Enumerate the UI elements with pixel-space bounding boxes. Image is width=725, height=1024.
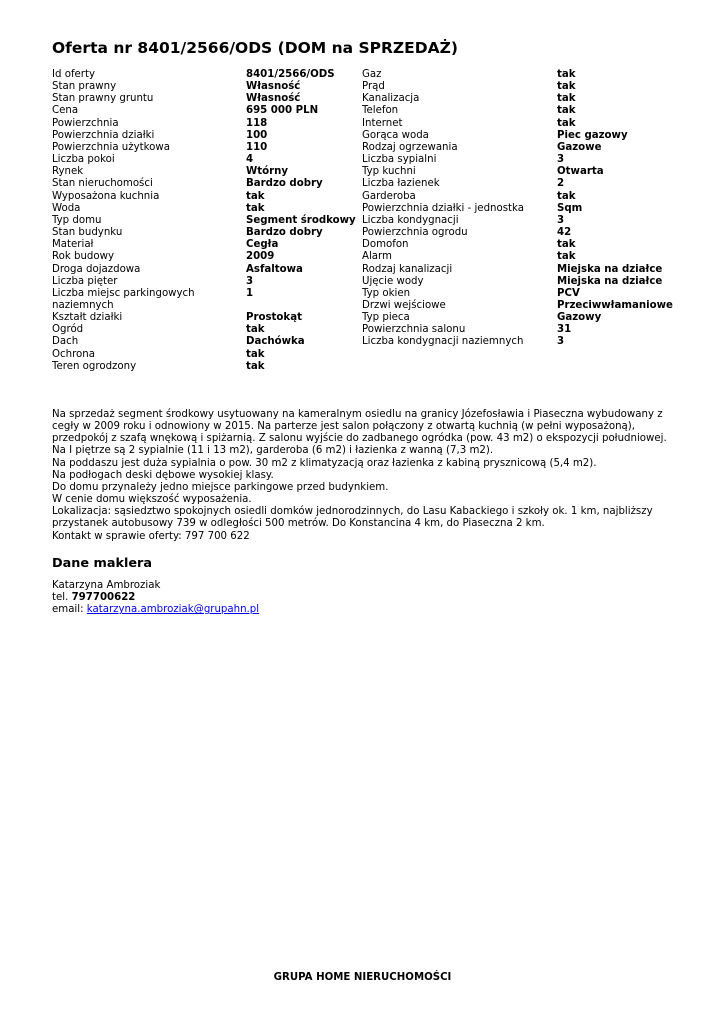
detail-row [362,69,692,81]
agent-phone-label: tel. [52,592,69,604]
detail-label: Rok budowy [52,251,114,263]
details-table-left [52,69,362,373]
detail-label: Cena [52,105,79,117]
detail-value: 42 [557,227,572,239]
detail-row [362,264,692,276]
detail-row [52,276,362,288]
detail-value: 3 [557,214,565,226]
detail-row [362,191,692,203]
agent-contact [52,580,259,616]
detail-label: Liczba pokoi [52,154,115,166]
detail-row [362,324,692,336]
agent-email-label: email: [52,604,84,616]
detail-label: Droga dojazdowa [52,263,141,275]
detail-value: 2 [557,178,565,190]
detail-label: Typ okien [362,287,411,299]
detail-row [362,142,692,154]
detail-value: Piec gazowy [557,129,628,141]
detail-label: Liczba sypialni [362,154,437,166]
detail-row [362,105,692,117]
detail-label: Garderoba [362,190,416,202]
detail-value: Własność [246,81,301,93]
detail-value: 110 [246,141,268,153]
agent-email-line [52,604,259,616]
detail-label: Teren ogrodzony [52,360,137,372]
detail-row [52,349,362,361]
detail-value: tak [557,105,576,117]
detail-value: Otwarta [557,166,604,178]
detail-label: Prąd [362,81,385,93]
detail-row [52,191,362,203]
detail-row [362,178,692,190]
detail-label: Stan prawny gruntu [52,93,154,105]
detail-label: Domofon [362,239,409,251]
detail-row [52,203,362,215]
description-paragraph: Na podłogach deski dębowe wysokiej klasy. [52,469,274,481]
detail-value: Miejska na działce [557,275,663,287]
detail-value: 1 [246,287,254,299]
detail-row [52,288,362,312]
detail-label: Telefon [362,105,399,117]
agent-email-link[interactable]: katarzyna.ambroziak@grupahn.pl [86,604,260,616]
detail-value: tak [246,190,265,202]
detail-label: Alarm [362,251,392,263]
detail-label: Powierzchnia [52,117,119,129]
detail-value: Bardzo dobry [246,227,323,239]
detail-value: tak [246,348,265,360]
detail-label: Liczba pięter [52,275,118,287]
detail-label: Powierzchnia działki [52,129,155,141]
detail-value: 695 000 PLN [246,105,319,117]
detail-value: Własność [246,93,301,105]
agent-section-heading: Dane maklera [52,556,152,571]
detail-row [362,166,692,178]
detail-row [52,166,362,178]
detail-label: Woda [52,202,81,214]
detail-value: Sqm [557,202,583,214]
description-paragraph: Na poddaszu jest duża sypialnia o pow. 30 m2 z klimatyzacją oraz łazienka z kabiną prysznicową (5,4 m2). [52,457,597,469]
detail-label: Liczba łazienek [362,178,440,190]
detail-row [52,264,362,276]
detail-label: Drzwi wejściowe [362,299,446,311]
detail-label: Powierzchnia salonu [362,324,466,336]
detail-label: Rodzaj ogrzewania [362,141,458,153]
detail-row [52,69,362,81]
detail-row [362,239,692,251]
detail-row [362,118,692,130]
detail-value: tak [557,239,576,251]
detail-value: Cegła [246,239,279,251]
detail-value: 8401/2566/ODS [246,69,335,80]
detail-value: Wtórny [246,166,289,178]
detail-row [362,312,692,324]
detail-row [362,227,692,239]
detail-row [362,154,692,166]
detail-label: Powierzchnia użytkowa [52,141,170,153]
detail-label: Powierzchnia działki - jednostka [362,202,524,214]
detail-value: Bardzo dobry [246,178,323,190]
detail-label: Id oferty [52,69,96,80]
detail-value: Gazowy [557,312,602,324]
detail-value: tak [557,81,576,93]
detail-row [52,118,362,130]
detail-value: 2009 [246,251,275,263]
detail-label: Typ kuchni [362,166,416,178]
detail-row [362,81,692,93]
detail-value: Dachówka [246,336,305,348]
description-paragraph: W cenie domu większość wyposażenia. [52,494,252,506]
description-paragraph: Kontakt w sprawie oferty: 797 700 622 [52,530,250,542]
footer-company-name: GRUPA HOME NIERUCHOMOŚCI [273,972,452,983]
detail-label: Gaz [362,69,382,80]
detail-value: Segment środkowy [246,214,356,226]
detail-value: tak [557,69,576,80]
detail-label: Rodzaj kanalizacji [362,263,453,275]
detail-label: Typ domu [52,214,102,226]
detail-value: 3 [557,154,565,166]
detail-row [52,227,362,239]
description-paragraph: Na sprzedaż segment środkowy usytuowany na kameralnym osiedlu na granicy Józefosławia i Piaseczna wybudowany z cegły w 2009 roku i odnowiony w 2015. Na parterze jest salon połączony z otwartą kuchnią (w pełni wyposażoną), przedpokój z szafą wnękową i spiżarnią. Z salonu wyjście do zadbanego ogródka (pow. 43 m2) o ekspozycji południowej. Na I piętrze są 2 sypialnie (11 i 13 m2), garderoba (6 m2) i łazienka z wanną (7,3 m2). [52,409,667,457]
detail-value: tak [557,117,576,129]
detail-row [362,203,692,215]
detail-row [362,130,692,142]
detail-value: Gazowe [557,141,602,153]
detail-label: Stan prawny [52,81,117,93]
detail-row [52,239,362,251]
detail-value: 3 [246,275,254,287]
detail-label: Powierzchnia ogrodu [362,227,468,239]
detail-label: Ujęcie wody [362,275,424,287]
detail-row [362,288,692,300]
detail-row [52,81,362,93]
detail-label: Kształt działki [52,312,123,324]
detail-row [52,215,362,227]
detail-row [52,324,362,336]
detail-label: Stan budynku [52,227,123,239]
detail-value: Miejska na działce [557,263,663,275]
detail-label: Liczba kondygnacji naziemnych [362,336,524,348]
detail-value: PCV [557,287,580,299]
detail-value: tak [246,360,265,372]
detail-row [52,312,362,324]
detail-value: 31 [557,324,572,336]
detail-row [52,251,362,263]
detail-value: Prostokąt [246,312,302,324]
detail-value: 4 [246,154,254,166]
detail-label: Kanalizacja [362,93,420,105]
detail-row [362,300,692,312]
detail-label: Internet [362,117,403,129]
detail-label: Liczba kondygnacji [362,214,459,226]
offer-title: Oferta nr 8401/2566/ODS (DOM na SPRZEDAŻ) [52,39,458,57]
detail-label: Materiał [52,239,94,251]
agent-phone-line [52,592,259,604]
detail-value: tak [557,190,576,202]
agent-name: Katarzyna Ambroziak [52,580,161,591]
detail-label: Typ pieca [362,312,410,324]
offer-description [52,409,677,543]
detail-row [362,251,692,263]
detail-value: 3 [557,336,565,348]
detail-row [52,154,362,166]
detail-label: Wyposażona kuchnia [52,190,160,202]
detail-label: Liczba miejsc parkingowych naziemnych [52,287,195,311]
detail-value: tak [557,251,576,263]
detail-value: tak [557,93,576,105]
detail-row [362,336,692,348]
detail-row [52,105,362,117]
detail-label: Dach [52,336,79,348]
detail-value: 118 [246,117,268,129]
detail-value: tak [246,202,265,214]
agent-phone[interactable]: 797700622 [71,592,136,604]
detail-row [362,215,692,227]
detail-value: tak [246,324,265,336]
details-table-right [362,69,692,349]
detail-value: Przeciwwłamaniowe [557,299,673,311]
detail-value: Asfaltowa [246,263,303,275]
detail-row [52,130,362,142]
detail-label: Stan nieruchomości [52,178,153,190]
description-paragraph: Do domu przynależy jedno miejsce parkingowe przed budynkiem. [52,481,389,493]
detail-row [52,142,362,154]
detail-row [52,361,362,373]
detail-row [362,93,692,105]
detail-row [52,93,362,105]
detail-value: 100 [246,129,268,141]
description-paragraph: Lokalizacja: sąsiedztwo spokojnych osiedli domków jednorodzinnych, do Lasu Kabackiego i szkoły ok. 1 km, najbliższy przystanek autobusowy 739 w odległości 500 metrów. Do Konstancina 4 km, do Piaseczna 2 km. [52,506,653,530]
detail-label: Gorąca woda [362,129,429,141]
detail-label: Rynek [52,166,84,178]
detail-row [52,336,362,348]
detail-row [362,276,692,288]
detail-label: Ochrona [52,348,95,360]
detail-label: Ogród [52,324,84,336]
detail-row [52,178,362,190]
